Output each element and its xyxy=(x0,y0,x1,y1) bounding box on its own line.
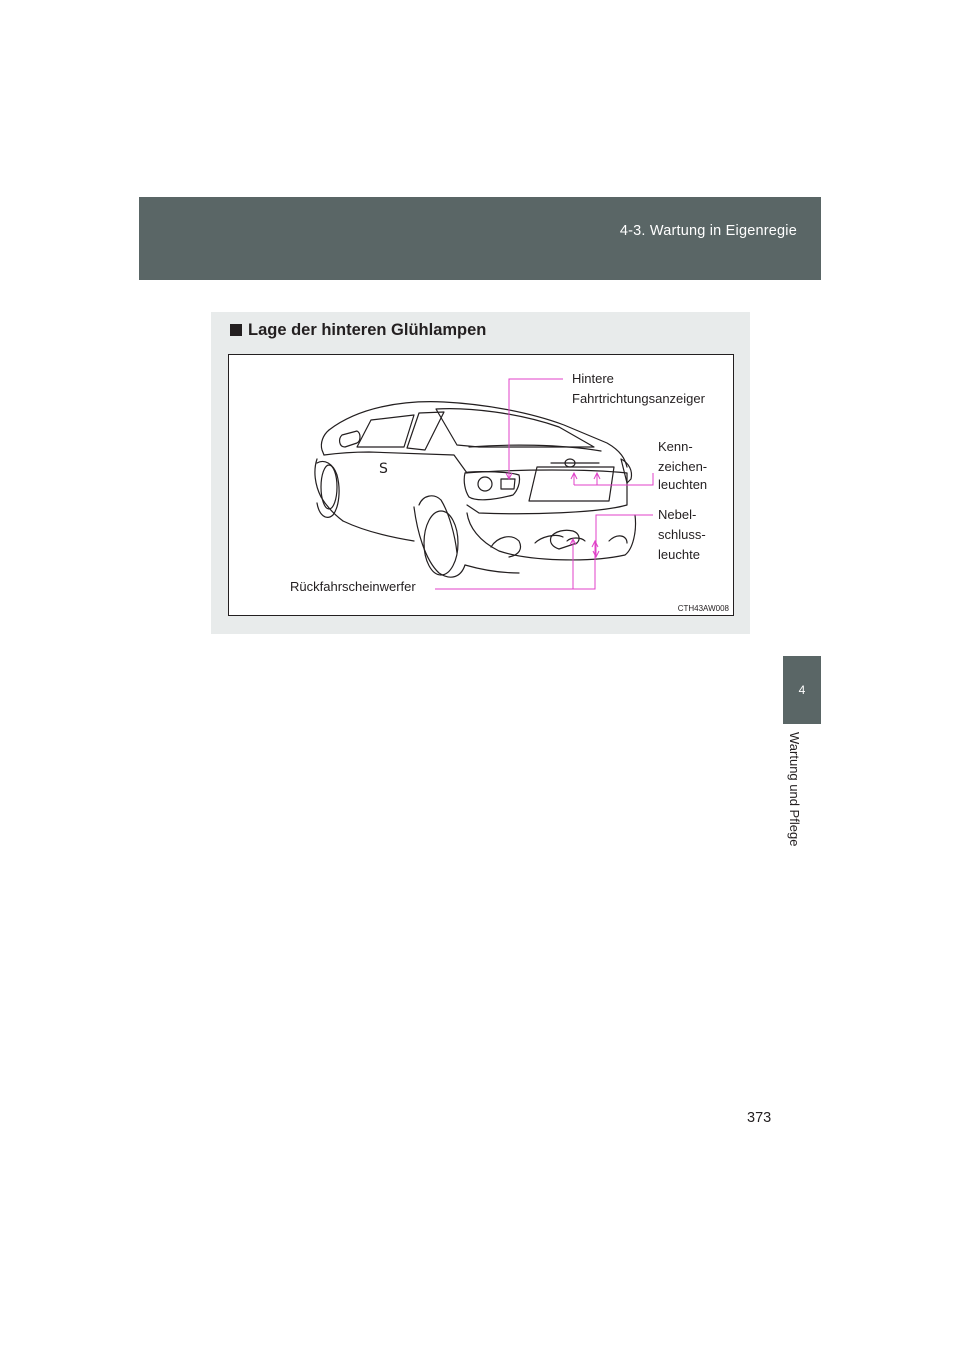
label-fahrtrichtungsanzeiger: Fahrtrichtungsanzeiger xyxy=(572,391,705,406)
header-bar xyxy=(139,197,821,280)
label-zeichen: zeichen- xyxy=(658,459,708,474)
page-number: 373 xyxy=(747,1110,772,1126)
chapter-tab xyxy=(783,656,821,724)
callout-rear-turn xyxy=(509,379,563,479)
black-square-icon xyxy=(230,324,242,336)
label-kenn: Kenn- xyxy=(658,439,693,454)
section-title: 4-3. Wartung in Eigenregie xyxy=(619,223,797,239)
label-leuchten: leuchten xyxy=(658,477,708,492)
chapter-label: Wartung und Pflege xyxy=(787,732,802,847)
label-schluss: schluss- xyxy=(658,527,706,542)
label-rueckfahrscheinwerfer: Rückfahrscheinwerfer xyxy=(290,579,416,594)
callout-lines xyxy=(435,379,653,589)
callout-license xyxy=(574,473,653,485)
label-leuchte: leuchte xyxy=(658,547,700,562)
label-hintere: Hintere xyxy=(572,371,614,386)
emblem-mark: S xyxy=(379,461,388,477)
section-heading xyxy=(230,321,486,340)
car-outline xyxy=(315,402,636,577)
figure-code: CTH43AW008 xyxy=(677,604,729,613)
info-panel xyxy=(211,312,750,634)
chapter-number: 4 xyxy=(798,683,806,697)
callout-fog xyxy=(596,515,653,557)
rear-bulbs-figure xyxy=(228,354,734,616)
label-nebel: Nebel- xyxy=(658,507,697,522)
section-heading-text: Lage der hinteren Glühlampen xyxy=(248,321,487,339)
callout-reverse xyxy=(435,541,595,589)
